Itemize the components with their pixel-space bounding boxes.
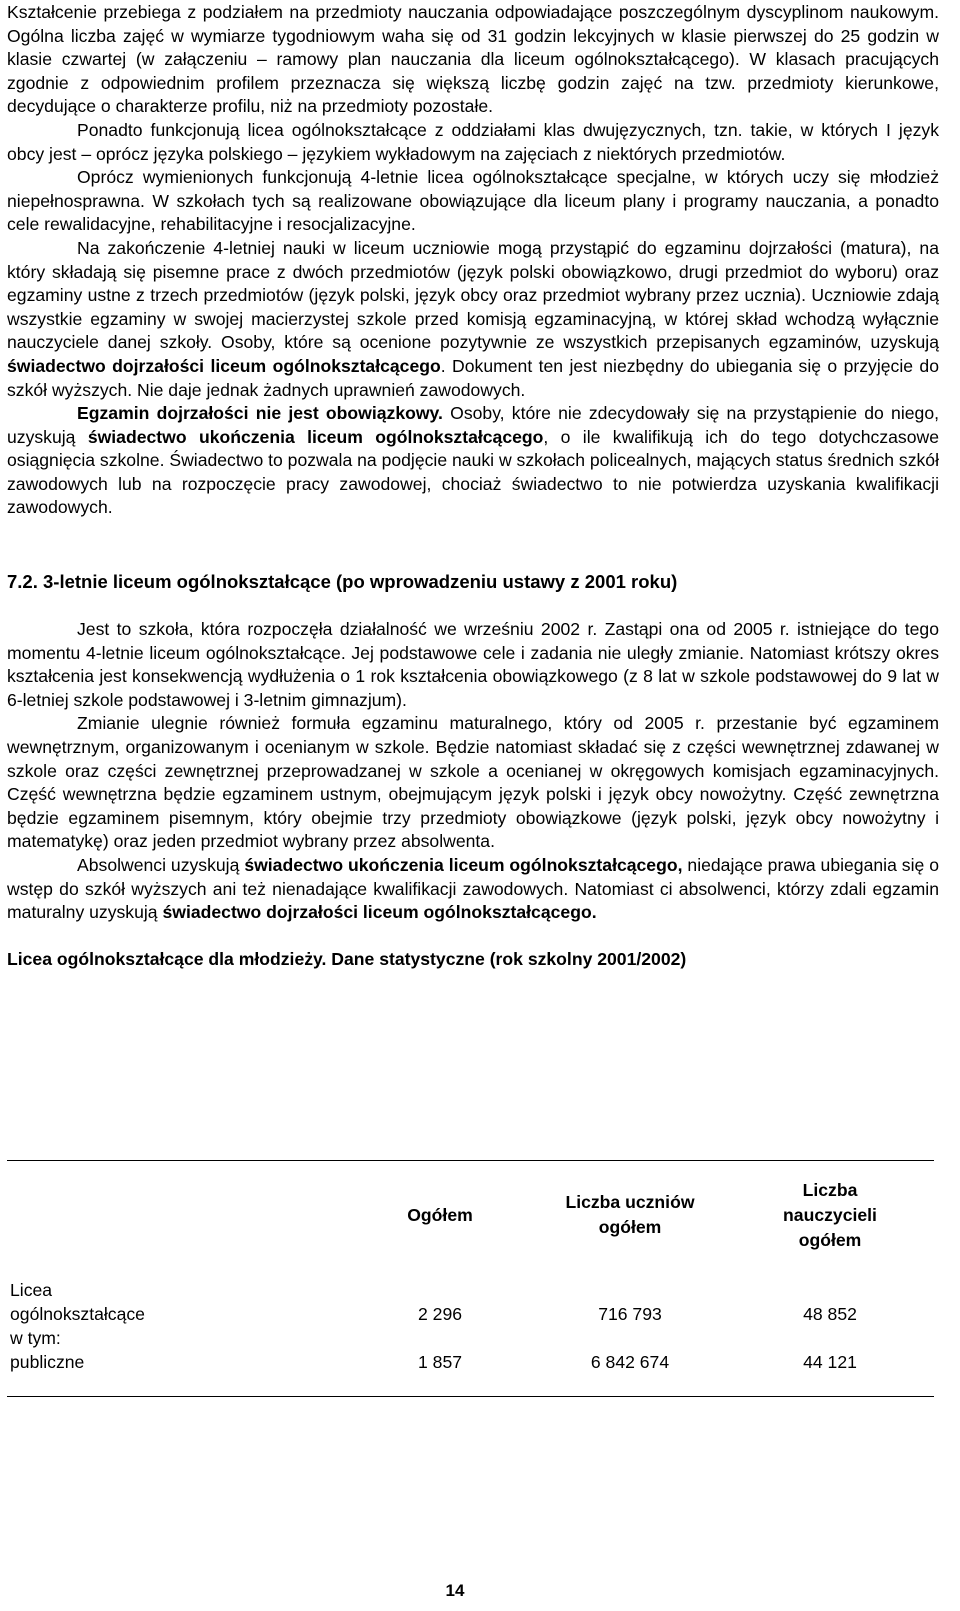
text-span: Absolwenci uzyskują bbox=[77, 855, 245, 875]
cell-teachers-1: 48 852 bbox=[803, 1304, 857, 1324]
paragraph-exam-formula: Zmianie ulegnie również formuła egzaminu maturalnego, który od 2005 r. przestanie być egzaminem wewnętrznym, organizowanym i ocenianym w szkole. Będzie natomiast składać się z części wewnętrznej zdawanej w szkole oraz części zewnętrznej przeprowadzanej w szkole a ocenianej w okręgowych komisjach egzaminacyjnych. Część wewnętrzna będzie egzaminem ustnym, obejmującym język polski i język obcy nowożytny. Część zewnętrzna będzie egzaminem pisemnym, który obejmie trzy przedmioty obowiązkowe (język polski, język obcy nowożytny i matematykę) oraz jeden przedmiot wybrany przez absolwenta. bbox=[7, 713, 939, 852]
header-line: ogółem bbox=[598, 1217, 662, 1237]
cell-students-2: 6 842 674 bbox=[590, 1352, 670, 1372]
document-page bbox=[7, 0, 939, 988]
paragraph-bilingual: Ponadto funkcjonują licea ogólnokształcące z oddziałami klas dwujęzycznych, tzn. takie, w których I język obcy jest – oprócz języka polskiego – językiem wykładowym na zajęciach z niektórych przedmiotów. bbox=[7, 119, 939, 164]
paragraph-graduates bbox=[7, 854, 939, 925]
paragraph-curriculum: Kształcenie przebiega z podziałem na przedmioty nauczania odpowiadające poszczególnym dyscyplinom naukowym. Ogólna liczba zajęć w wymiarze tygodniowym waha się od 31 godzin lekcyjnych w klasie pierwszej do 25 godzin w klasie czwartej (w załączeniu – ramowy plan nauczania dla liceum ogólnokształcącego). W klasach pracujących zgodnie z odpowiednim profilem przeznacza się większą liczbę godzin zajęć na tzw. przedmioty kierunkowe, decydujące o charakterze profilu, niż na przedmioty pozostałe. bbox=[7, 2, 939, 117]
header-line: nauczycieli bbox=[783, 1205, 877, 1225]
row-label-line: publiczne bbox=[10, 1352, 85, 1372]
bold-certificate-maturity: świadectwo dojrzałości liceum ogólnokształcącego bbox=[7, 355, 441, 376]
text-span: niedające prawa ubiegania się o wstęp do szkół wyższych ani też nienadające kwalifikacji zawodowych. Natomiast ci absolwenci, którzy zdali egzamin maturalny uzyskują bbox=[7, 855, 939, 923]
row-label-line: ogólnokształcące bbox=[10, 1304, 145, 1324]
row-label-line: w tym: bbox=[10, 1328, 61, 1348]
page-number: 14 bbox=[445, 1581, 465, 1600]
cell-students-1: 716 793 bbox=[598, 1304, 662, 1324]
text-span: Osoby, które nie zdecydowały się na przystąpienie do niego, uzyskują bbox=[7, 403, 939, 447]
cell-teachers-2: 44 121 bbox=[803, 1352, 857, 1372]
row-label bbox=[10, 1278, 145, 1374]
text-span: Na zakończenie 4-letniej nauki w liceum uczniowie mogą przystąpić do egzaminu dojrzałości (matura), na który składają się pisemne prace z dwóch przedmiotów (język polski obowiązkowo, drugi przedmiot do wyboru) oraz egzaminy ustne z trzech przedmiotów (język polski, język obcy oraz przedmiot wybrany przez ucznia). Uczniowie zdają wszystkie egzaminy w swojej macierzystej szkole przed komisją egzaminacyjną, w której skład wchodzą wyłącznie nauczyciele danej szkoły. Osoby, które są ocenione pozytywnie ze wszystkich przepisanych egzaminów, uzyskują bbox=[7, 237, 939, 353]
bold-certificate-completion: świadectwo ukończenia liceum ogólnokształcącego bbox=[87, 426, 544, 447]
paragraph-special-schools: Oprócz wymienionych funkcjonują 4-letnie licea ogólnokształcące specjalne, w których uczy się młodzież niepełnosprawna. W szkołach tych są realizowane obowiązujące dla liceum plany i programy nauczania, a ponadto cele rewalidacyjne, rehabilitacyjne i resocjalizacyjne. bbox=[7, 167, 939, 235]
header-students bbox=[530, 1190, 730, 1240]
row-label-line: Licea bbox=[10, 1280, 53, 1300]
table-title: Licea ogólnokształcące dla młodzieży. Dane statystyczne (rok szkolny 2001/2002) bbox=[7, 948, 687, 969]
paragraph-new-school: Jest to szkoła, która rozpoczęła działalność we wrześniu 2002 r. Zastąpi ona od 2005 r. istniejące do tego momentu 4-letnie liceum ogólnokształcące. Jej podstawowe cele i zadania nie uległy zmianie. Natomiast krótszy okres kształcenia jest konsekwencją wydłużenia o 1 rok kształcenia obowiązkowego (z 8 lat w szkole podstawowej do 9 lat w 6-letniej szkole podstawowej i 3-letnim gimnazjum). bbox=[7, 619, 939, 710]
text-span: . Dokument ten jest niezbędny do ubiegania się o przyjęcie do szkół wyższych. Nie daje jednak żadnych uprawnień zawodowych. bbox=[7, 355, 939, 400]
text-span: , o ile kwalifikują ich do tego dotychczasowe osiągnięcia szkolne. Świadectwo to pozwala na podjęcie nauki w szkołach policealnych, mających status średnich szkół zawodowych lub na rozpoczęcie pracy zawodowej, chociaż świadectwo to nie potwierdza uzyskania kwalifikacji zawodowych. bbox=[7, 426, 940, 518]
bold-exam-not-mandatory: Egzamin dojrzałości nie jest obowiązkowy. bbox=[77, 403, 443, 424]
header-line: Liczba bbox=[802, 1180, 858, 1200]
bold-certificate-maturity-2: świadectwo dojrzałości liceum ogólnokształcącego. bbox=[162, 902, 597, 923]
bold-certificate-completion-2: świadectwo ukończenia liceum ogólnokształcącego, bbox=[244, 855, 683, 875]
header-ogolem: Ogółem bbox=[407, 1205, 473, 1225]
header-line: Liczba uczniów bbox=[565, 1192, 695, 1212]
header-teachers bbox=[730, 1178, 930, 1253]
cell-total-1: 2 296 bbox=[417, 1304, 463, 1324]
paragraph-exam-optional bbox=[7, 402, 939, 520]
section-heading: 7.2. 3-letnie liceum ogólnokształcące (po wprowadzeniu ustawy z 2001 roku) bbox=[7, 571, 678, 593]
header-line: ogółem bbox=[798, 1230, 862, 1250]
cell-total-2: 1 857 bbox=[417, 1352, 463, 1372]
paragraph-matura bbox=[7, 237, 939, 402]
